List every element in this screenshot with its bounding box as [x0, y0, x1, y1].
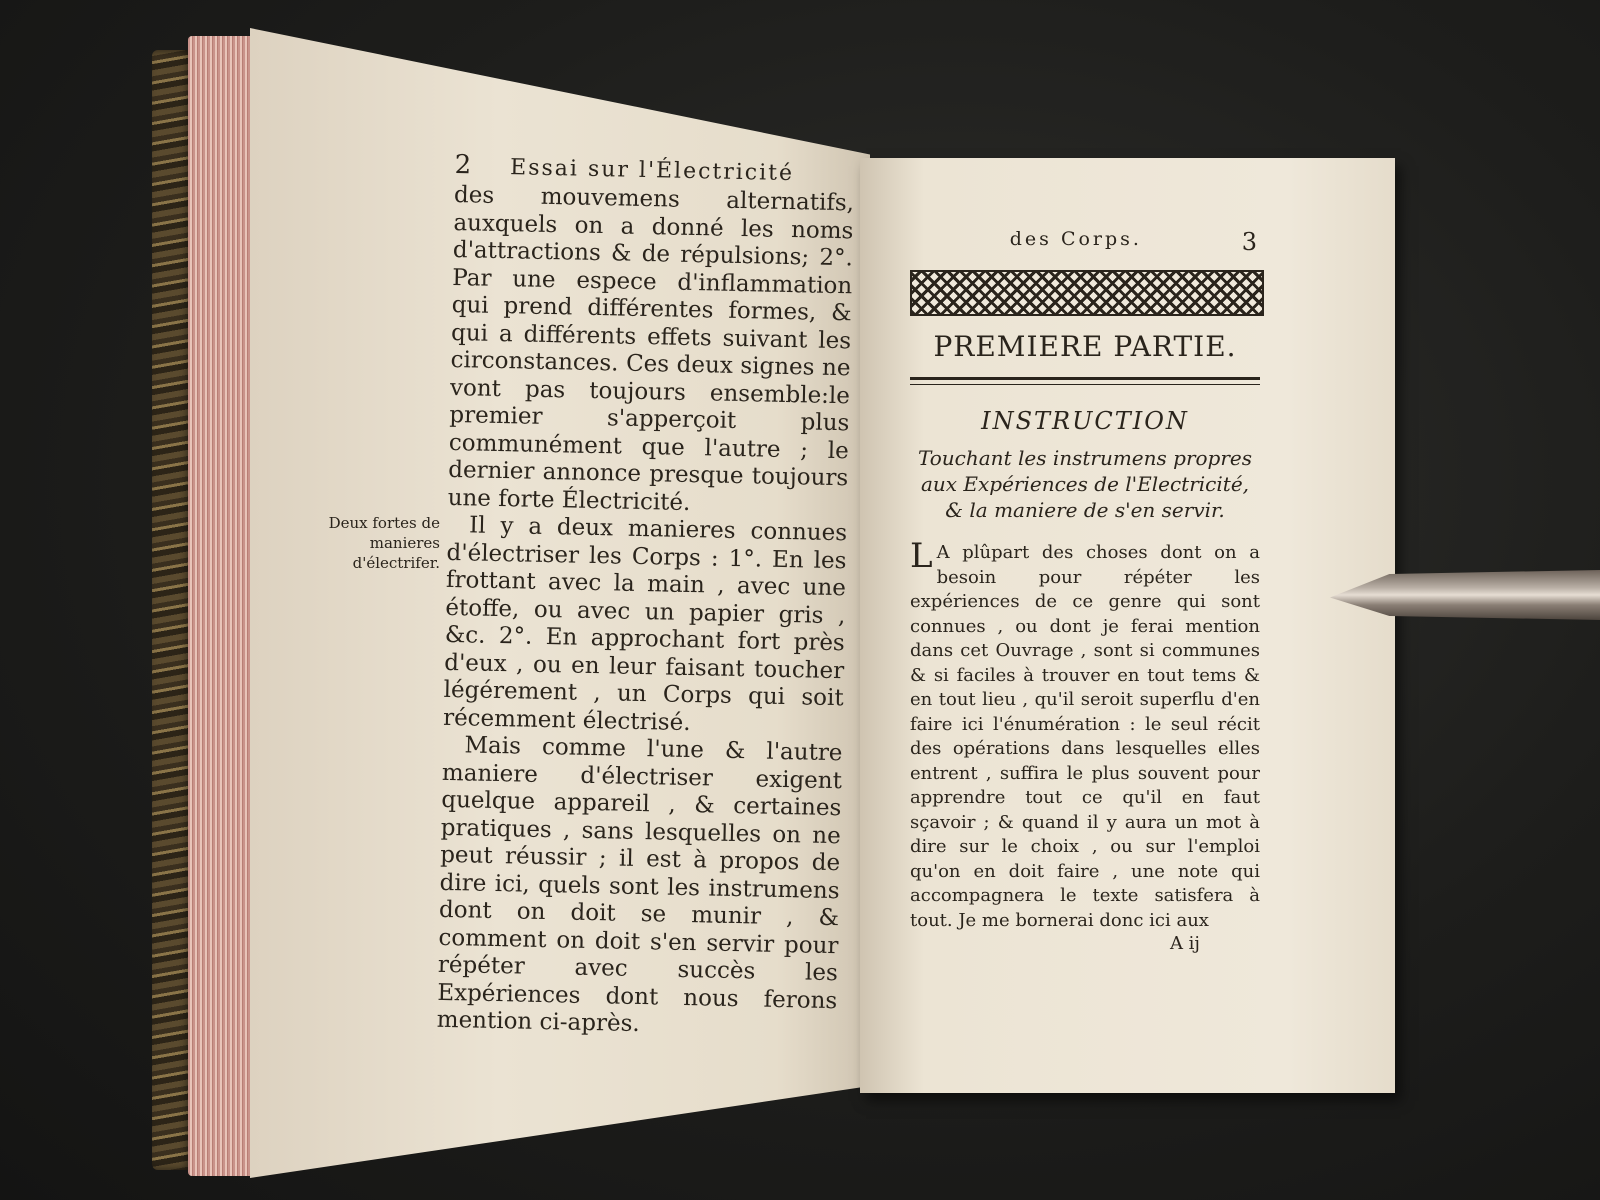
- left-page-number: 2: [454, 150, 474, 181]
- margin-note: Deux fortes de manieres d'électrifer.: [328, 514, 440, 572]
- book-spine: [152, 50, 192, 1170]
- ornament-band: [910, 270, 1264, 316]
- section-subtitle: Touchant les instrumens propres aux Expériences de l'Electricité, & la maniere de s'en servir.: [917, 446, 1253, 522]
- right-body-text: A plûpart des choses dont on a besoin pour répéter les expériences de ce genre qui sont connues , ou dont je ferai mention dans cet Ouvrage , sont si communes & si faciles à trouver en tout tems & en tout lieu , qu'il seroit superflu d'en faire ici l'énumération : le seul récit des opérations dans lesquelles elles entrent , suffira le plus souvent pour apprendre tout ce qu'il en faut sçavoir ; & quand il y aura un mot à dire sur le choix , ou sur l'emploi qu'on en doit faire , une note qui accompagnera le texte satisfera à tout. Je me bornerai donc ici aux: [910, 542, 1260, 931]
- double-rule: [910, 377, 1260, 385]
- left-paragraph-1: des mouvemens alternatifs, auxquels on a donné les noms d'attractions & de répulsions; 2°. Par une espece d'inflammation qui prend différentes formes, & qui a différents effets suivant les circonstances. Ces deux signes ne vont pas toujours ensemble:le premier s'apperçoit plus communément que l'autre ; le dernier annonce presque toujours une forte Électricité.: [447, 181, 855, 516]
- left-body: [436, 182, 854, 1043]
- right-running-head: [910, 228, 1260, 256]
- left-paragraph-3: Mais comme l'une & l'autre maniere d'électriser exigent quelque appareil , & certaines pratiques , sans lesquelles on ne peut réussir ; il est à propos de dire ici, quels sont les instrumens dont on doit se munir , & comment on doit s'en servir pour répéter avec succès les Expériences dont nous ferons mention ci-après.: [436, 732, 843, 1038]
- left-page-text: [436, 150, 854, 1043]
- right-running-title: des Corps.: [1009, 228, 1142, 250]
- drop-cap: L: [910, 536, 933, 576]
- right-body: [910, 536, 1260, 933]
- left-paragraph-2: Il y a deux manieres connues d'électriser les Corps : 1°. En les frottant avec la main , avec une étoffe, ou avec un papier gris , &c. 2°. En approchant fort près d'eux , ou en leur faisant toucher légérement , un Corps qui soit récemment électrisé.: [442, 512, 848, 736]
- left-running-title: Essai sur l'Électricité: [509, 155, 795, 187]
- part-title: PREMIERE PARTIE.: [933, 330, 1237, 363]
- page-edges: [188, 36, 254, 1176]
- section-title: INSTRUCTION: [981, 407, 1189, 435]
- right-page-number: 3: [1241, 228, 1260, 256]
- signature-mark: A ij: [1169, 933, 1200, 954]
- right-page: [860, 158, 1395, 1093]
- right-page-content: [910, 228, 1260, 954]
